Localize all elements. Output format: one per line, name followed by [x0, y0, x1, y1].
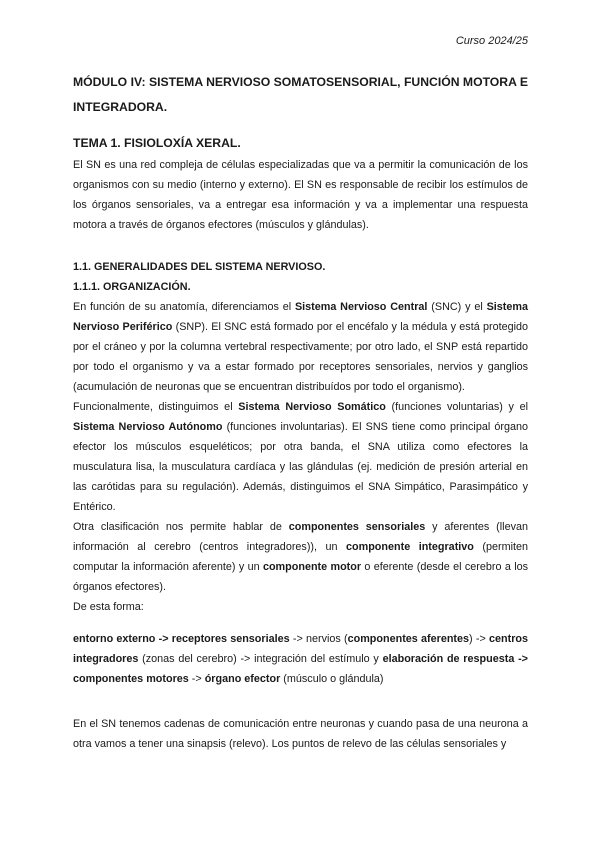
- bold-term: Sistema Nervioso Periférico: [73, 301, 528, 333]
- text-run: (músculo o glándula): [280, 673, 384, 685]
- text-run: (SNP). El SNC está formado por el encéfalo y la médula y está protegido por el cráneo y por la columna vertebral respectivamente; por otro lado, el SNP está repartido por todo el organismo y va a estar formado por receptores sensoriales, nervios y ganglios (acumulación de neuronas que se encuentran distribuídos por todo el organismo).: [73, 321, 529, 393]
- bold-term: Sistema Nervioso Somático: [238, 401, 386, 413]
- synapse-paragraph: En el SN tenemos cadenas de comunicación entre neuronas y cuando pasa de una neurona a otra vamos a tener una sinapsis (relevo). Los puntos de relevo de las células sensoriales y: [73, 718, 528, 750]
- section-1-1-title: 1.1. GENERALIDADES DEL SISTEMA NERVIOSO.: [73, 261, 326, 273]
- bold-term: órgano efector: [204, 673, 281, 685]
- text-run: (funciones voluntarias) y el: [385, 401, 528, 413]
- intro-paragraph: El SN es una red compleja de células especializadas que va a permitir la comunicación de los organismos con su medio (interno y externo). El SN es responsable de recibir los estímulos de los órganos sensoriales, va a entregar esa información y va a implementar una respuesta motora a través de órganos efectores (músculos y glándulas).: [73, 159, 528, 231]
- bold-term: elaboración de respuesta ->: [382, 653, 528, 665]
- section-1-1-1-title: 1.1.1. ORGANIZACIÓN.: [73, 281, 191, 293]
- text-run: ) ->: [469, 633, 489, 645]
- text-run: -> nervios (: [289, 633, 348, 645]
- bold-term: componente integrativo: [346, 541, 474, 553]
- anatomy-paragraph: [73, 297, 528, 397]
- flow-paragraph: [73, 629, 528, 689]
- intro-block: [73, 155, 528, 235]
- thus-paragraph: De esta forma:: [73, 601, 144, 613]
- bold-term: componentes sensoriales: [288, 521, 426, 533]
- bold-term: Sistema Nervioso Central: [294, 301, 428, 313]
- text-run: Funcionalmente, distinguimos el: [73, 401, 239, 413]
- text-run: ->: [188, 673, 205, 685]
- module-title: MÓDULO IV: SISTEMA NERVIOSO SOMATOSENSORIAL, FUNCIÓN MOTORA E INTEGRADORA.: [73, 75, 528, 114]
- bold-term: entorno externo ->: [73, 633, 169, 645]
- bold-term: componentes motores: [73, 673, 189, 685]
- text-run: (funciones involuntarias). El SNS tiene como principal órgano efector los músculos esqueléticos; por otra banda, el SNA utiliza como efectores la musculatura lisa, la musculatura cardíaca y las glándulas (ej. medición de presión arterial en las carótidas para su regulación). Además, distinguimos el SNA Simpático, Parasimpático y Entérico.: [73, 421, 528, 513]
- bold-term: centros integradores: [73, 633, 529, 665]
- text-run: En función de su anatomía, diferenciamos el: [73, 301, 295, 313]
- classification-paragraph: [73, 517, 528, 597]
- text-run: Otra clasificación nos permite hablar de: [73, 521, 289, 533]
- text-run: (zonas del cerebro) -> integración del estímulo y: [138, 653, 383, 665]
- text-run: o eferente (desde el cerebro a los órganos efectores).: [73, 561, 528, 593]
- section-block: [73, 257, 528, 754]
- bold-term: componentes aferentes: [347, 633, 470, 645]
- text-run: y aferentes (llevan información al cerebro (centros integradores)), un: [73, 521, 528, 553]
- topic-title: TEMA 1. FISIOLOXÍA XERAL.: [73, 136, 241, 150]
- function-paragraph: [73, 397, 528, 517]
- bold-term: Sistema Nervioso Autónomo: [73, 421, 223, 433]
- text-run: (SNC) y el: [427, 301, 487, 313]
- bold-term: receptores sensoriales: [171, 633, 290, 645]
- course-header: Curso 2024/25: [455, 35, 528, 47]
- text-run: (permiten computar la información aferente) y un: [73, 541, 528, 573]
- bold-term: componente motor: [262, 561, 362, 573]
